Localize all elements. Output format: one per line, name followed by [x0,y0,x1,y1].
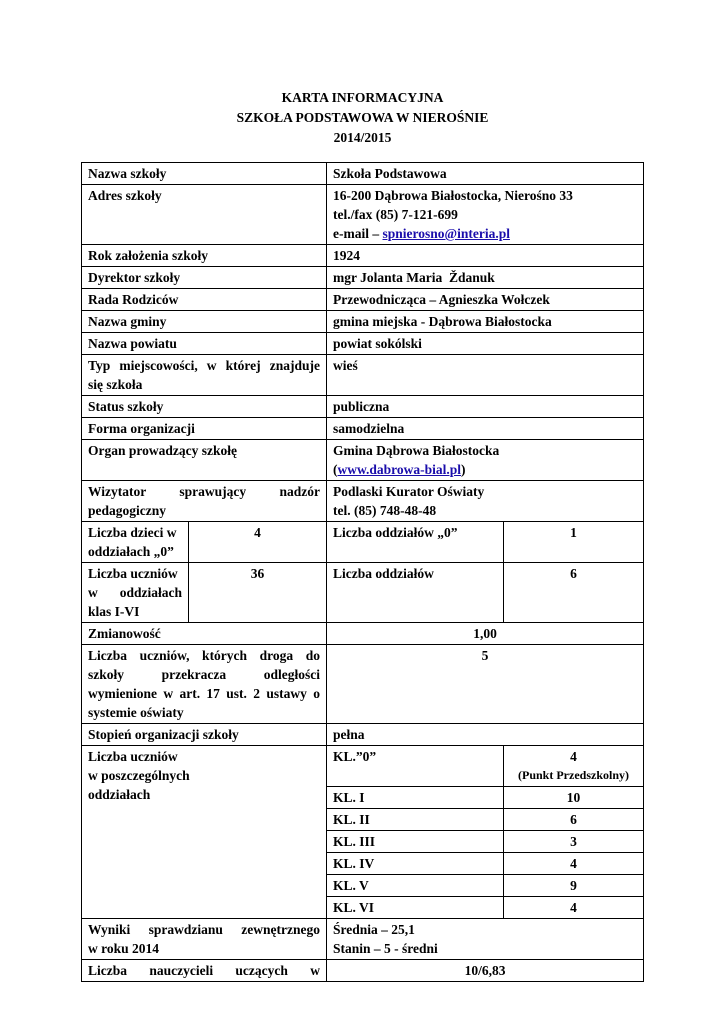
paren-open: ( [333,462,338,477]
label-line: w roku 2014 [88,941,160,956]
row-value: 1,00 [327,623,644,645]
label-line: systemie oświaty [88,705,184,720]
row-value: pełna [327,724,644,746]
row-label [82,522,189,563]
phone-line: tel./fax (85) 7-121-699 [333,207,458,222]
table-row [82,919,644,960]
row-label: Organ prowadzący szkołę [82,440,327,481]
class-count [504,746,644,787]
row-value: 10/6,83 [327,960,644,982]
row-label [82,919,327,960]
organ-name: Gmina Dąbrowa Białostocka [333,443,500,458]
row-value [327,919,644,960]
table-row [82,185,644,245]
row-label [82,563,189,623]
row-label: Nazwa powiatu [82,333,327,355]
class-count: 4 [504,897,644,919]
label-line: Typ miejscowości, w której znajduje [88,358,320,373]
table-row [82,522,644,563]
label-line: w poszczególnych [88,768,190,783]
row-label: Nazwa gminy [82,311,327,333]
organ-link-line [333,460,637,479]
address-cell [327,185,644,245]
table-row [82,355,644,396]
row-label: Stopień organizacji szkoły [82,724,327,746]
email-link[interactable]: spnierosno@interia.pl [382,226,510,241]
row-value: samodzielna [327,418,644,440]
row-label: Status szkoły [82,396,327,418]
table-row [82,163,644,185]
website-link[interactable]: www.dabrowa-bial.pl [337,462,462,477]
table-row [82,645,644,724]
table-row [82,396,644,418]
row-value: gmina miejska - Dąbrowa Białostocka [327,311,644,333]
label-line: się szkoła [88,377,143,392]
label-line: pedagogiczny [88,503,167,518]
label-line: w oddziałach [88,585,182,600]
row-label: Rok założenia szkoły [82,245,327,267]
title-line-1: KARTA INFORMACYJNA [281,90,444,105]
count-note: (Punkt Przedszkolny) [518,768,629,782]
value-line: Średnia – 25,1 [333,922,415,937]
label-line: Wyniki sprawdzianu zewnętrznego [88,922,320,937]
value-line: Podlaski Kurator Oświaty [333,484,485,499]
organ-cell [327,440,644,481]
row-value: powiat sokólski [327,333,644,355]
title-school-year: 2014/2015 [333,130,392,145]
row-label: Rada Rodziców [82,289,327,311]
table-row [82,245,644,267]
row-label [82,355,327,396]
class-name: KL. VI [327,897,504,919]
table-row [82,623,644,645]
row-label [82,746,327,919]
class-count: 3 [504,831,644,853]
label-line: oddziałach [88,787,151,802]
class-count: 10 [504,787,644,809]
info-table [81,162,644,982]
row-value: mgr Jolanta Maria Ždanuk [327,267,644,289]
label-line: klas I-VI [88,604,140,619]
row-value: wieś [327,355,644,396]
row-label: Nazwa szkoły [82,163,327,185]
email-line [333,224,637,243]
class-count: 6 [504,809,644,831]
label-line: Wizytator sprawujący nadzór [88,484,320,499]
table-row [82,311,644,333]
paren-close: ) [461,462,466,477]
label-line: Liczba uczniów, których droga do [88,648,320,663]
table-row [82,440,644,481]
row-label: Liczba oddziałów [327,563,504,623]
label-line: oddziałach „0” [88,544,174,559]
row-value [327,481,644,522]
table-row [82,481,644,522]
class-count: 4 [504,853,644,875]
row-value: Przewodnicząca – Agnieszka Wołczek [327,289,644,311]
row-value: 4 [189,522,327,563]
value-line: Stanin – 5 - średni [333,941,438,956]
row-label: Liczba oddziałów „0” [327,522,504,563]
row-value: publiczna [327,396,644,418]
table-row [82,418,644,440]
class-name: KL. V [327,875,504,897]
count-value: 4 [570,749,577,764]
table-row [82,960,644,982]
row-value: Szkoła Podstawowa [327,163,644,185]
row-label: Dyrektor szkoły [82,267,327,289]
row-value: 1924 [327,245,644,267]
row-label: Forma organizacji [82,418,327,440]
table-row [82,267,644,289]
row-label: Liczba nauczycieli uczących w [82,960,327,982]
row-value: 5 [327,645,644,724]
table-row [82,563,644,623]
class-name: KL. IV [327,853,504,875]
row-value: 36 [189,563,327,623]
table-row [82,746,644,787]
label-line: szkoły przekracza odległości [88,667,320,682]
email-prefix: e-mail – [333,226,383,241]
class-name: KL. III [327,831,504,853]
class-count: 9 [504,875,644,897]
value-line: tel. (85) 748-48-48 [333,503,437,518]
label-line: Liczba uczniów [88,566,178,581]
row-value: 1 [504,522,644,563]
class-name: KL. II [327,809,504,831]
class-name: KL. I [327,787,504,809]
label-line: wymienione w art. 17 ust. 2 ustawy o [88,686,320,701]
table-row [82,333,644,355]
row-label [82,481,327,522]
row-label [82,645,327,724]
row-label: Zmianowość [82,623,327,645]
title-line-2: SZKOŁA PODSTAWOWA W NIEROŚNIE [236,110,489,125]
table-row [82,289,644,311]
table-row [82,724,644,746]
address-line: 16-200 Dąbrowa Białostocka, Nierośno 33 [333,188,573,203]
row-label: Adres szkoły [82,185,327,245]
label-line: Liczba dzieci w [88,525,177,540]
row-value: 6 [504,563,644,623]
class-name: KL.”0” [327,746,504,787]
label-line: Liczba uczniów [88,749,178,764]
